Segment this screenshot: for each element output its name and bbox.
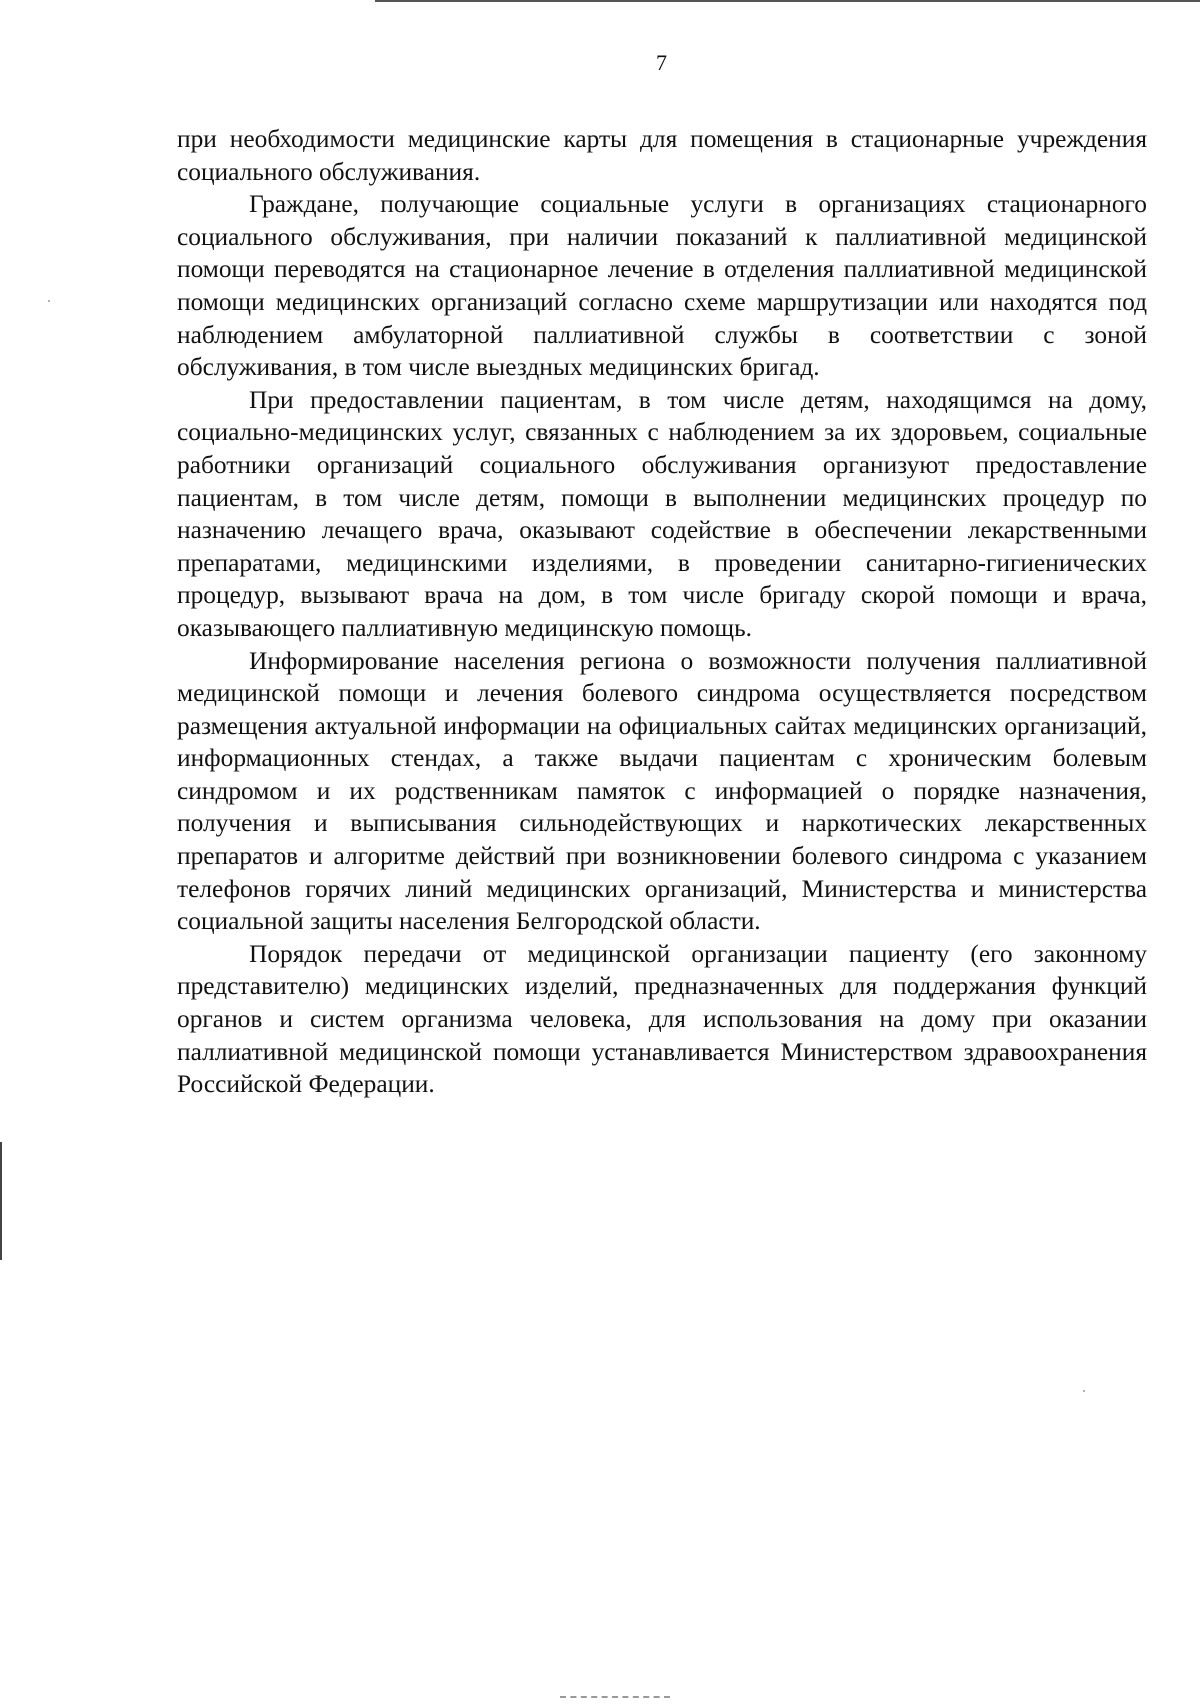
- paragraph: Информирование населения региона о возможности получения паллиативной медицинской помощи и лечения болевого синдрома осуществляется посредством размещения актуальной информации на официальных сайтах медицинских организаций, информационных стендах, а также выдачи пациентам с хроническим болевым синдромом и их родственникам памяток с информацией о порядке назначения, получения и выписывания сильнодействующих и наркотических лекарственных препаратов и алгоритме действий при возникновении болевого синдрома с указанием телефонов горячих линий медицинских организаций, Министерства и министерства социальной защиты населения Белгородской области.: [177, 646, 1147, 936]
- scan-edge-mark: [0, 1142, 2, 1260]
- paragraph: Граждане, получающие социальные услуги в организациях стационарного социального обслуживания, при наличии показаний к паллиативной медицинской помощи переводятся на стационарное лечение в отделения паллиативной медицинской помощи медицинских организаций согласно схеме маршрутизации или находятся под наблюдением амбулаторной паллиативной службы в соответствии с зоной обслуживания, в том числе выездных медицинских бригад.: [177, 190, 1147, 382]
- page-number: 7: [656, 50, 667, 75]
- paragraph-continuation: при необходимости медицинские карты для помещения в стационарные учреждения социального обслуживания.: [177, 125, 1147, 186]
- paragraph: Порядок передачи от медицинской организации пациенту (его законному представителю) медицинских изделий, предназначенных для поддержания функций органов и систем организма человека, для использования на дому при оказании паллиативной медицинской помощи устанавливается Министерством здравоохранения Российской Федерации.: [177, 939, 1147, 1099]
- scan-edge-line: [375, 0, 1200, 2]
- document-body: [177, 123, 1147, 1101]
- paragraph: При предоставлении пациентам, в том числе детям, находящимся на дому, социально-медицинских услуг, связанных с наблюдением за их здоровьем, социальные работники организаций социального обслуживания организуют предоставление пациентам, в том числе детям, помощи в выполнении медицинских процедур по назначению лечащего врача, оказывают содействие в обеспечении лекарственными препаратами, медицинскими изделиями, в проведении санитарно-гигиенических процедур, вызывают врача на дом, в том числе бригаду скорой помощи и врача, оказывающего паллиативную медицинскую помощь.: [177, 385, 1147, 642]
- scan-speck: [48, 300, 50, 302]
- scan-speck: [1083, 1390, 1085, 1392]
- scan-bottom-mark: [560, 1696, 670, 1700]
